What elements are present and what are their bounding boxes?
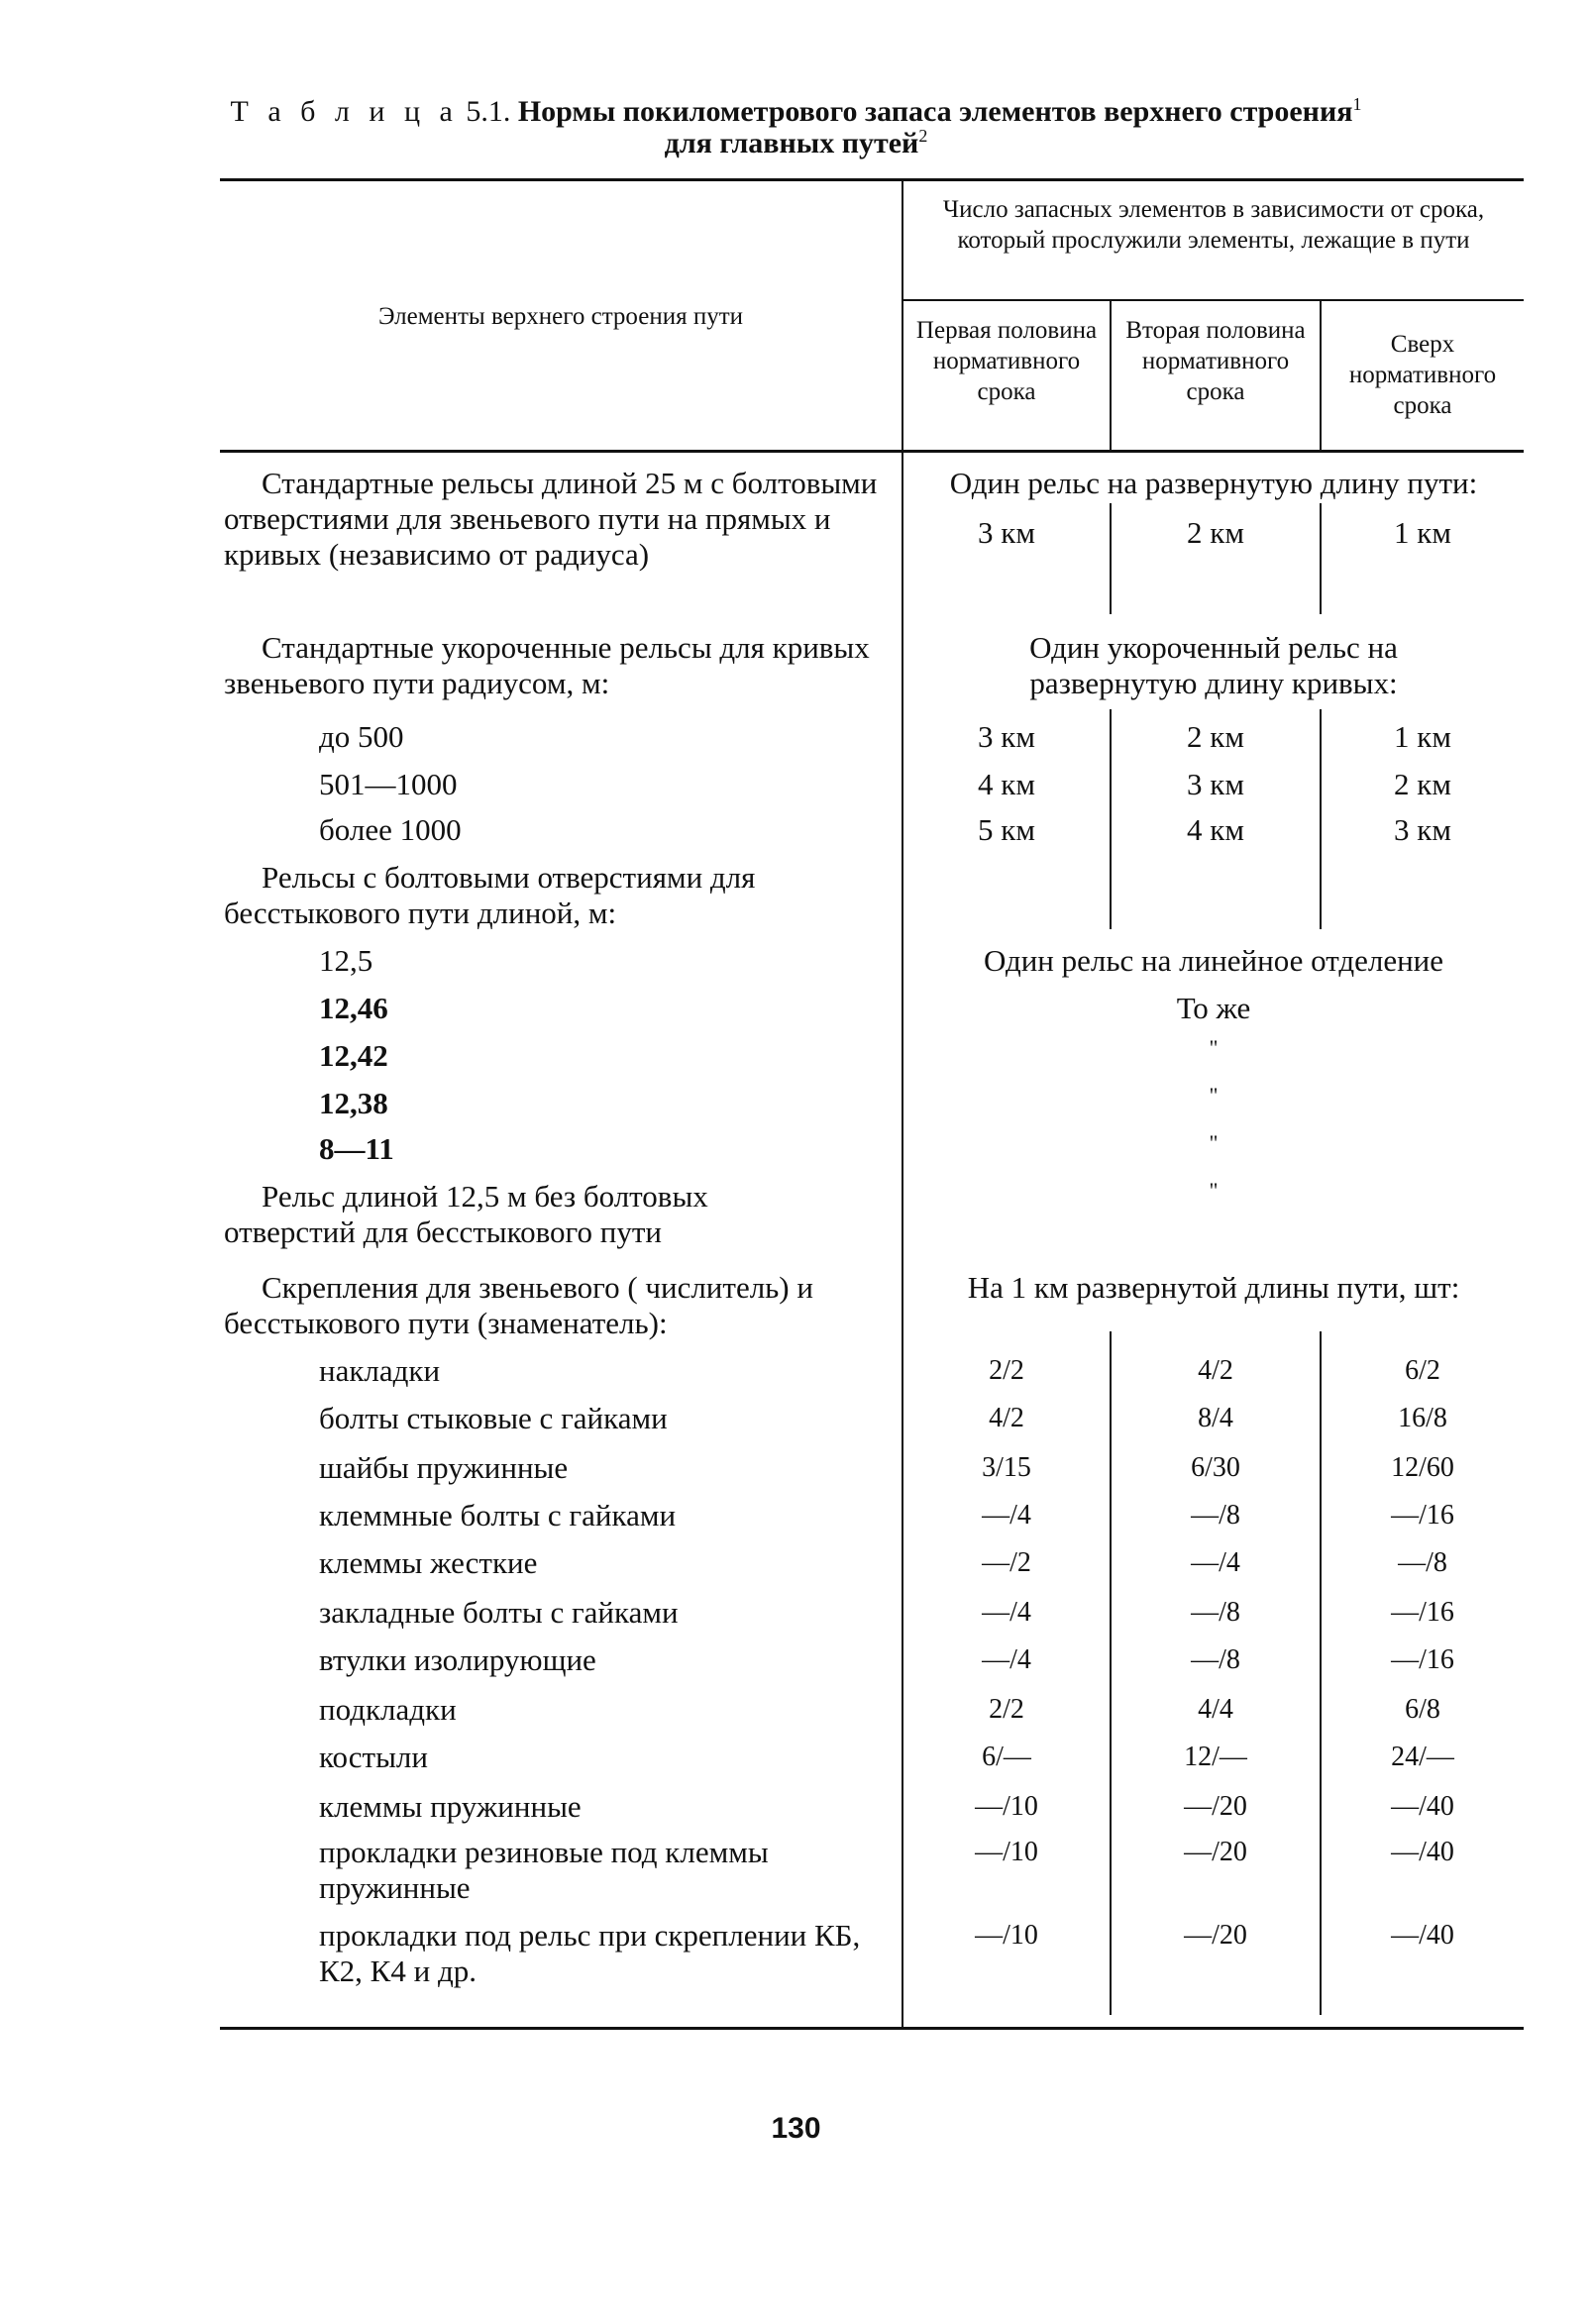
rail-no-holes-value: " xyxy=(1209,1178,1219,1203)
fastening-row-col3: 24/— xyxy=(1391,1742,1454,1772)
fastening-row-col1: 2/2 xyxy=(989,1355,1024,1386)
short-rails-row-label: 501—1000 xyxy=(319,767,458,801)
title-number: 5.1. xyxy=(466,95,511,128)
fastening-row-col2: —/8 xyxy=(1191,1597,1240,1628)
section-fastenings-span: На 1 км развернутой длины пути, шт: xyxy=(967,1270,1460,1305)
fastening-row-col3: —/16 xyxy=(1391,1500,1454,1531)
header-col-2: Вторая половина нормативного срока xyxy=(1125,317,1306,405)
fastening-row-label: прокладки резиновые под клеммы пружинные xyxy=(319,1835,769,1905)
fastening-row-col1: —/2 xyxy=(982,1547,1031,1578)
section-rails-25m-span: Один рельс на развернутую длину пути: xyxy=(949,466,1478,500)
section-rails-25m: Стандартные рельсы длиной 25 м с болтовыми отверстиями для звеньевого пути на прямых и кривых (независимо от радиуса) xyxy=(224,466,878,572)
short-rails-row-col2: 4 км xyxy=(1187,812,1244,847)
title-footnote-1: 1 xyxy=(1352,94,1362,114)
fastening-row-col1: 4/2 xyxy=(989,1403,1024,1433)
section-fastenings: Скрепления для звеньевого ( числитель) и бесстыкового пути (знаменатель): xyxy=(224,1270,813,1340)
rails-25m-col2: 2 км xyxy=(1187,515,1244,550)
fastening-row-col3: 16/8 xyxy=(1398,1403,1447,1433)
fastening-row-col2: 6/30 xyxy=(1191,1452,1240,1483)
jointless-row-value: " xyxy=(1209,1035,1219,1060)
fastening-row-label: втулки изолирующие xyxy=(319,1642,596,1677)
short-rails-row-col3: 2 км xyxy=(1394,767,1451,801)
fastening-row-col2: 8/4 xyxy=(1198,1403,1233,1433)
fastening-row-col3: —/40 xyxy=(1391,1920,1454,1951)
jointless-row-value: " xyxy=(1209,1130,1219,1155)
section-jointless-rails: Рельсы с болтовыми отверстиями для бесстыкового пути длиной, м: xyxy=(224,860,756,930)
fastening-row-label: накладки xyxy=(319,1353,441,1388)
fastening-row-label: клеммные болты с гайками xyxy=(319,1498,677,1532)
short-rails-row-col1: 5 км xyxy=(978,812,1035,847)
fastening-row-col2: —/20 xyxy=(1184,1920,1247,1951)
fastening-row-label: закладные болты с гайками xyxy=(319,1595,679,1630)
fastening-row-col2: —/4 xyxy=(1191,1547,1240,1578)
fastening-row-col1: 6/— xyxy=(982,1742,1031,1772)
fastening-row-col2: 4/4 xyxy=(1198,1694,1233,1725)
section-short-rails-span: Один укороченный рельс на развернутую длину кривых: xyxy=(1029,630,1398,700)
short-rails-row-col2: 2 км xyxy=(1187,719,1244,754)
short-rails-row-col1: 4 км xyxy=(978,767,1035,801)
table-title-line2 xyxy=(0,119,1592,160)
fastening-row-col2: 12/— xyxy=(1184,1742,1247,1772)
fastening-row-label: шайбы пружинные xyxy=(319,1450,569,1485)
fastening-row-col2: —/8 xyxy=(1191,1500,1240,1531)
jointless-row-label: 12,5 xyxy=(319,943,373,978)
short-rails-row-label: более 1000 xyxy=(319,812,462,847)
header-elements-col: Элементы верхнего строения пути xyxy=(377,303,744,330)
fastening-row-label: прокладки под рельс при скреплении КБ, К2, К4 и др. xyxy=(319,1918,861,1988)
section-rail-no-holes: Рельс длиной 12,5 м без болтовых отверстий для бесстыкового пути xyxy=(224,1179,708,1249)
fastening-row-col3: —/40 xyxy=(1391,1837,1454,1867)
fastening-row-col1: —/10 xyxy=(975,1791,1038,1822)
fastening-row-col2: 4/2 xyxy=(1198,1355,1233,1386)
jointless-row-label: 8—11 xyxy=(319,1131,394,1166)
fastening-row-col2: —/8 xyxy=(1191,1644,1240,1675)
title-line2-text: для главных путей xyxy=(664,127,919,159)
jointless-row-label: 12,46 xyxy=(319,991,388,1025)
fastening-row-col1: —/10 xyxy=(975,1920,1038,1951)
fastening-row-col1: —/10 xyxy=(975,1837,1038,1867)
fastening-row-col1: 3/15 xyxy=(982,1452,1031,1483)
header-group: Число запасных элементов в зависимости от срока, который прослужили элементы, лежащие в пути xyxy=(942,196,1485,254)
short-rails-row-col3: 1 км xyxy=(1394,719,1451,754)
fastening-row-col2: —/20 xyxy=(1184,1791,1247,1822)
header-col-1: Первая половина нормативного срока xyxy=(915,317,1098,405)
fastening-row-label: клеммы жесткие xyxy=(319,1545,538,1580)
short-rails-row-col1: 3 км xyxy=(978,719,1035,754)
short-rails-row-label: до 500 xyxy=(319,719,404,754)
table-top-rule xyxy=(220,178,1524,181)
title-text: Нормы покилометрового запаса элементов верхнего строения xyxy=(517,95,1353,128)
fastening-row-col3: 6/8 xyxy=(1405,1694,1440,1725)
title-prefix: Т а б л и ц а xyxy=(230,95,459,128)
jointless-row-value: То же xyxy=(1176,991,1251,1025)
fastening-row-col3: —/40 xyxy=(1391,1791,1454,1822)
title-footnote-2: 2 xyxy=(918,126,928,146)
jointless-row-label: 12,38 xyxy=(319,1086,388,1120)
jointless-row-value: Один рельс на линейное отделение xyxy=(983,943,1444,978)
fastening-row-col1: 2/2 xyxy=(989,1694,1024,1725)
header-bottom-rule xyxy=(220,450,1524,453)
fastening-row-label: болты стыковые с гайками xyxy=(319,1401,668,1435)
fastening-row-col3: —/8 xyxy=(1398,1547,1447,1578)
short-rails-row-col2: 3 км xyxy=(1187,767,1244,801)
fastening-row-col3: 6/2 xyxy=(1405,1355,1440,1386)
rails-25m-col3: 1 км xyxy=(1394,515,1451,550)
fastening-row-col2: —/20 xyxy=(1184,1837,1247,1867)
fastening-row-label: клеммы пружинные xyxy=(319,1789,582,1824)
fastening-row-col3: 12/60 xyxy=(1391,1452,1454,1483)
header-group-rule xyxy=(903,299,1524,301)
section-short-rails: Стандартные укороченные рельсы для кривых звеньевого пути радиусом, м: xyxy=(224,630,870,700)
fastening-row-col3: —/16 xyxy=(1391,1597,1454,1628)
jointless-row-value: " xyxy=(1209,1083,1219,1108)
header-col-3: Сверх нормативного срока xyxy=(1348,331,1497,419)
page-number: 130 xyxy=(771,2112,821,2145)
fastening-row-col1: —/4 xyxy=(982,1597,1031,1628)
fastening-row-label: подкладки xyxy=(319,1692,457,1727)
fastening-row-col3: —/16 xyxy=(1391,1644,1454,1675)
jointless-row-label: 12,42 xyxy=(319,1038,388,1073)
fastening-row-col1: —/4 xyxy=(982,1644,1031,1675)
fastening-row-label: костыли xyxy=(319,1740,428,1774)
table-bottom-rule xyxy=(220,2027,1524,2030)
short-rails-row-col3: 3 км xyxy=(1394,812,1451,847)
rails-25m-col1: 3 км xyxy=(978,515,1035,550)
fastening-row-col1: —/4 xyxy=(982,1500,1031,1531)
